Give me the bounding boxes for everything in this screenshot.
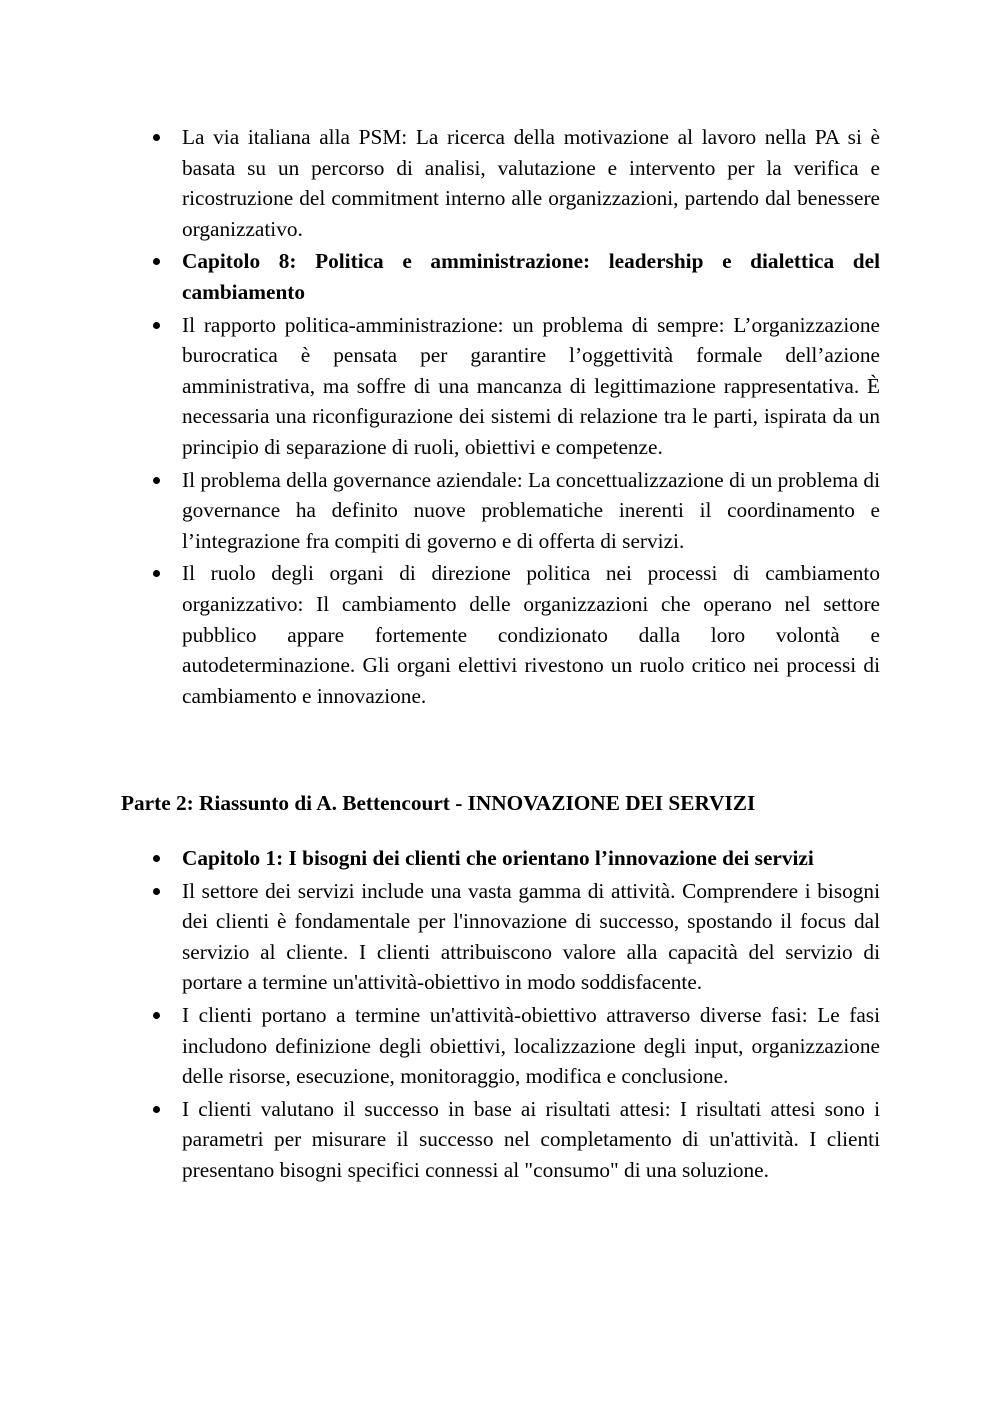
bullet-icon xyxy=(153,570,160,577)
chapter-8-heading xyxy=(182,246,880,307)
list-item-text: I clienti portano a termine un'attività-obiettivo attraverso diverse fasi: Le fasi includono definizione degli obiettivi, localizzazione degli input, organizzazione delle risorse, esecuzione, monitoraggio, modifica e conclusione. xyxy=(182,1002,880,1089)
list-item-text: I clienti valutano il successo in base ai risultati attesi: I risultati attesi sono i parametri per misurare il successo nel completamento di un'attività. I clienti presentano bisogni specifici connessi al "consumo" di una soluzione. xyxy=(182,1096,880,1182)
list-item xyxy=(182,876,880,998)
list-item-text: Capitolo 1: I bisogni dei clienti che orientano l’innovazione dei servizi xyxy=(182,846,814,870)
bullet-icon xyxy=(153,1106,160,1113)
bullet-icon xyxy=(153,477,160,484)
list-item-text: Il settore dei servizi include una vasta gamma di attività. Comprendere i bisogni dei clienti è fondamentale per l'innovazione di successo, spostando il focus dal servizio al cliente. I clienti attribuiscono valore alla capacità del servizio di portare a termine un'attività-obiettivo in modo soddisfacente. xyxy=(182,878,880,995)
bullet-list-part-1 xyxy=(182,122,880,713)
list-item-text: Capitolo 8: Politica e amministrazione: leadership e dialettica del cambiamento xyxy=(182,249,880,304)
list-item-text: Il ruolo degli organi di direzione politica nei processi di cambiamento organizzativo: Il cambiamento delle organizzazioni che operano nel settore pubblico appare fortemente condizionato dalla loro volontà e autodeterminazione. Gli organi elettivi rivestono un ruolo critico nei processi di cambiamento e innovazione. xyxy=(182,561,880,708)
section-heading: Parte 2: Riassunto di A. Bettencourt - INNOVAZIONE DEI SERVIZI xyxy=(121,791,756,815)
bullet-icon xyxy=(153,134,160,141)
list-item xyxy=(182,1000,880,1092)
list-item-text: Il problema della governance aziendale: La concettualizzazione di un problema di governance ha definito nuove problematiche inerenti il coordinamento e l’integrazione fra compiti di governo e di offerta di servizi. xyxy=(182,467,880,553)
bullet-icon xyxy=(153,258,160,265)
list-item xyxy=(182,122,880,244)
list-item xyxy=(182,558,880,711)
bullet-icon xyxy=(153,855,160,862)
bullet-icon xyxy=(153,1012,160,1019)
list-item-text: Il rapporto politica-amministrazione: un problema di sempre: L’organizzazione burocratica è pensata per garantire l’oggettività formale dell’azione amministrativa, ma soffre di una mancanza di legittimazione rappresentativa. È necessaria una riconfigurazione dei sistemi di relazione tra le parti, ispirata da un principio di separazione di ruoli, obiettivi e competenze. xyxy=(182,312,880,459)
chapter-1-heading xyxy=(182,843,880,874)
list-item xyxy=(182,310,880,463)
bullet-list-part-2 xyxy=(182,843,880,1188)
list-item xyxy=(182,1094,880,1186)
list-item-text: La via italiana alla PSM: La ricerca della motivazione al lavoro nella PA si è basata su un percorso di analisi, valutazione e intervento per la verifica e ricostruzione del commitment interno alle organizzazioni, partendo dal benessere organizzativo. xyxy=(182,125,880,241)
bullet-icon xyxy=(153,322,160,329)
list-item xyxy=(182,465,880,557)
bullet-icon xyxy=(153,888,160,895)
